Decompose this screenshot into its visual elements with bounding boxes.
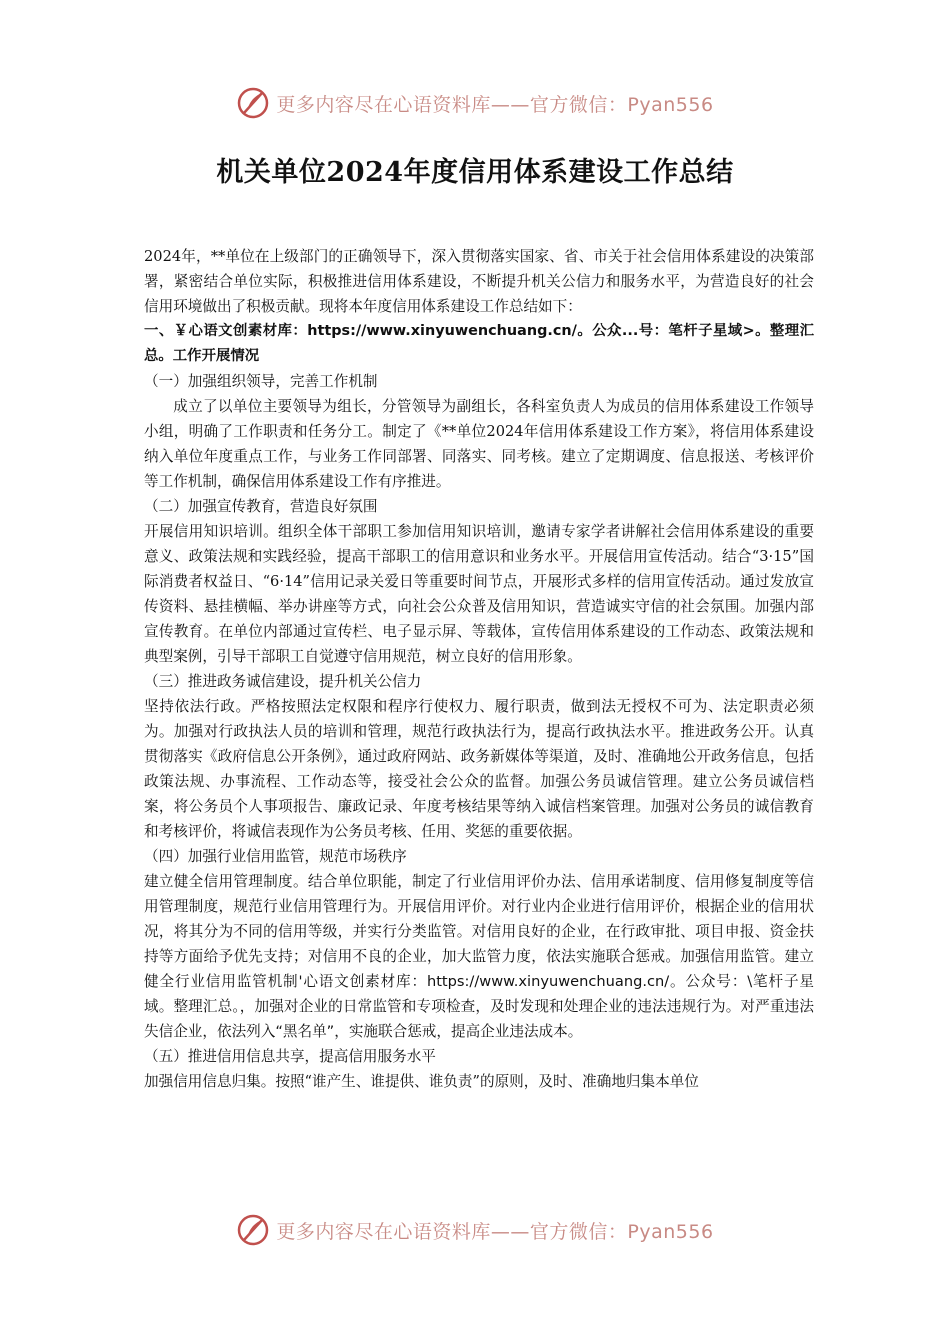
subsection-heading-3: （三）推进政务诚信建设，提升机关公信力 [144,673,422,690]
subsection-body-1: 成立了以单位主要领导为组长，分管领导为副组长，各科室负责人为成员的信用体系建设工作领导小组，明确了工作职责和任务分工。制定了《**单位2024年信用体系建设工作方案》，将信用体系建设纳入单位年度重点工作，与业务工作同部署、同落实、同考核。建立了定期调度、信息报送、考核评价等工作机制，确保信用体系建设工作有序推进。 [144,398,814,490]
document-title: 机关单位2024年度信用体系建设工作总结 [216,157,734,188]
intro-paragraph: 2024年，**单位在上级部门的正确领导下，深入贯彻落实国家、省、市关于社会信用体系建设的决策部署，紧密结合单位实际，积极推进信用体系建设，不断提升机关公信力和服务水平，为营造良好的社会信用环境做出了积极贡献。现将本年度信用体系建设工作总结如下： [144,248,814,315]
subsection-heading-1: （一）加强组织领导，完善工作机制 [144,373,378,390]
subsection-heading-2: （二）加强宣传教育，营造良好氛围 [144,498,378,515]
section-heading-1: 一、￥心语文创素材库：https://www.xinyuwenchuang.cn/。公众...号：笔杆子星域>。整理汇总。工作开展情况 [144,323,814,364]
footer-banner [0,1212,950,1248]
banner-text: 更多内容尽在心语资料库——官方微信：Pyan556 [276,93,714,116]
quill-logo-icon [236,1213,270,1247]
subsection-body-3: 坚持依法行政。严格按照法定权限和程序行使权力、履行职责，做到法无授权不可为、法定职责必须为。加强对行政执法人员的培训和管理，规范行政执法行为，提高行政执法水平。推进政务公开。认真贯彻落实《政府信息公开条例》，通过政府网站、政务新媒体等渠道，及时、准确地公开政务信息，包括政策法规、办事流程、工作动态等，接受社会公众的监督。加强公务员诚信管理。建立公务员诚信档案，将公务员个人事项报告、廉政记录、年度考核结果等纳入诚信档案管理。加强对公务员的诚信教育和考核评价，将诚信表现作为公务员考核、任用、奖惩的重要依据。 [144,698,814,840]
subsection-body-5: 加强信用信息归集。按照“谁产生、谁提供、谁负责”的原则，及时、准确地归集本单位 [144,1073,699,1090]
subsection-heading-5: （五）推进信用信息共享，提高信用服务水平 [144,1048,436,1065]
quill-logo-icon [236,86,270,120]
subsection-heading-4: （四）加强行业信用监管，规范市场秩序 [144,848,407,865]
subsection-body-2: 开展信用知识培训。组织全体干部职工参加信用知识培训，邀请专家学者讲解社会信用体系建设的重要意义、政策法规和实践经验，提高干部职工的信用意识和业务水平。开展信用宣传活动。结合“3·15”国际消费者权益日、“6·14”信用记录关爱日等重要时间节点，开展形式多样的信用宣传活动。通过发放宣传资料、悬挂横幅、举办讲座等方式，向社会公众普及信用知识，营造诚实守信的社会氛围。加强内部宣传教育。在单位内部通过宣传栏、电子显示屏、等载体，宣传信用体系建设的工作动态、政策法规和典型案例，引导干部职工自觉遵守信用规范，树立良好的信用形象。 [144,523,814,665]
subsection-body-4: 建立健全信用管理制度。结合单位职能，制定了行业信用评价办法、信用承诺制度、信用修复制度等信用管理制度，规范行业信用管理行为。开展信用评价。对行业内企业进行信用评价，根据企业的信用状况，将其分为不同的信用等级，并实行分类监管。对信用良好的企业，在行政审批、项目申报、资金扶持等方面给予优先支持；对信用不良的企业，加大监管力度，依法实施联合惩戒。加强信用监管。建立健全行业信用监管机制'心语文创素材库：https://www.xinyuwenchuang.cn/。公众号：\笔杆子星域。整理汇总。，加强对企业的日常监管和专项检查，及时发现和处理企业的违法违规行为。对严重违法失信企业，依法列入“黑名单”，实施联合惩戒，提高企业违法成本。 [144,873,814,1040]
header-banner [0,85,950,121]
banner-text: 更多内容尽在心语资料库——官方微信：Pyan556 [276,1220,714,1243]
document-body [144,244,814,1094]
